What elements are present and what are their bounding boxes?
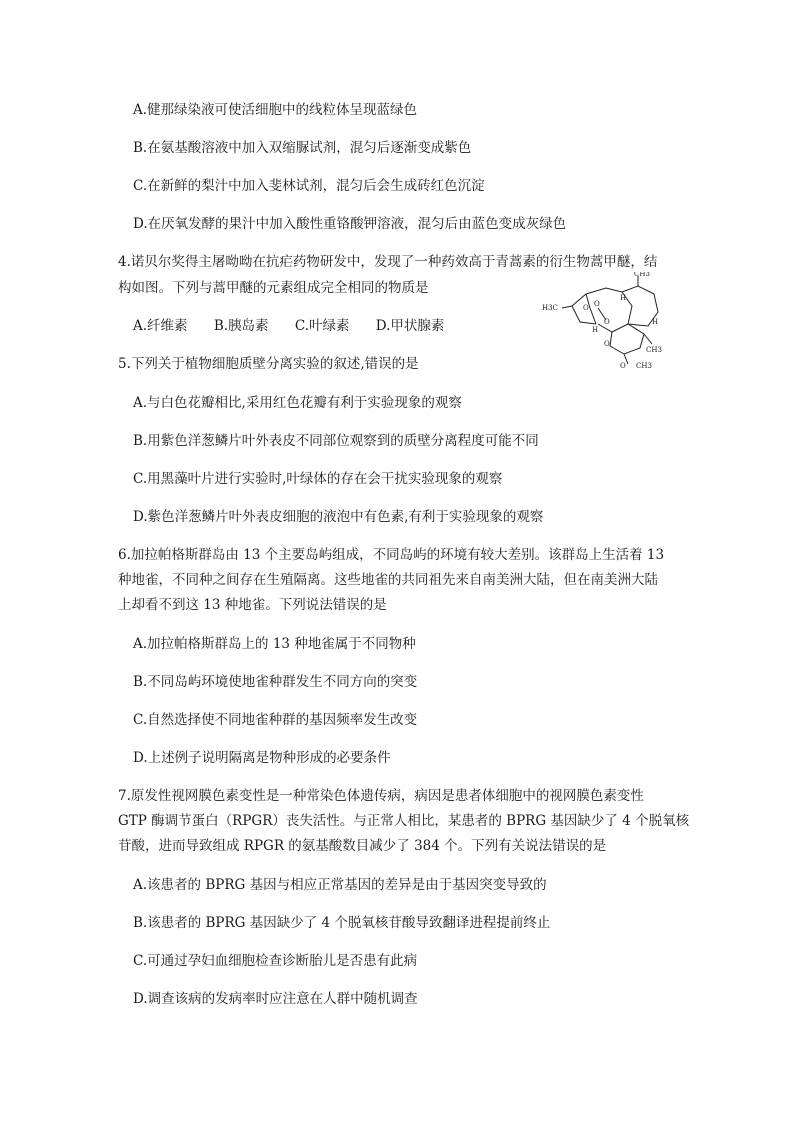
q7-stem-line2: GTP 酶调节蛋白（RPGR）丧失活性。与正常人相比，某患者的 BPRG 基因缺少了 4 个脱氧核 xyxy=(118,813,690,829)
q5-option-c: C.用黑藻叶片进行实验时,叶绿体的存在会干扰实验现象的观察 xyxy=(133,471,503,487)
label-h-2: H xyxy=(652,318,659,326)
q6-stem-line2: 种地雀，不同种之间存在生殖隔离。这些地雀的共同祖先来自南美洲大陆，但在南美洲大陆 xyxy=(118,572,658,588)
q4-stem-line1: 4.诺贝尔奖得主屠呦呦在抗疟药物研发中，发现了一种药效高于青蒿素的衍生物蒿甲醚，结 xyxy=(118,254,658,270)
label-o-3: O xyxy=(604,318,610,326)
q7-stem-line1: 7.原发性视网膜色素变性是一种常染色体遗传病，病因是患者体细胞中的视网膜色素变性 xyxy=(118,788,644,804)
q5-option-d: D.紫色洋葱鳞片叶外表皮细胞的液泡中有色素,有利于实验现象的观察 xyxy=(133,509,544,525)
q4-options xyxy=(133,317,466,335)
q5-option-a: A.与白色花瓣相比,采用红色花瓣有利于实验现象的观察 xyxy=(133,395,462,411)
artemether-structure-diagram xyxy=(540,272,680,372)
label-o-5: O xyxy=(620,362,626,370)
molecule-bonds xyxy=(562,276,658,364)
label-ch3-bottom: CH3 xyxy=(636,362,652,370)
q7-option-c: C.可通过孕妇血细胞检查诊断胎儿是否患有此病 xyxy=(133,953,418,969)
q4-stem-line2: 构如图。下列与蒿甲醚的元素组成完全相同的物质是 xyxy=(118,280,429,296)
q5-option-b: B.用紫色洋葱鳞片叶外表皮不同部位观察到的质壁分离程度可能不同 xyxy=(133,433,539,449)
q4-option-d: D.甲状腺素 xyxy=(375,318,445,334)
label-h-3: H xyxy=(592,326,599,334)
q6-option-d: D.上述例子说明隔离是物种形成的必要条件 xyxy=(133,750,391,766)
label-h3c: H3C xyxy=(542,304,558,312)
q3-option-d: D.在厌氧发酵的果汁中加入酸性重铬酸钾溶液，混匀后由蓝色变成灰绿色 xyxy=(133,216,567,232)
q3-option-c: C.在新鲜的梨汁中加入斐林试剂，混匀后会生成砖红色沉淀 xyxy=(133,178,485,194)
label-o-4: O xyxy=(604,340,610,348)
q4-option-c: C.叶绿素 xyxy=(294,318,350,334)
label-ch3-top: CH3 xyxy=(634,272,650,278)
q7-option-a: A.该患者的 BPRG 基因与相应正常基因的差异是由于基因突变导致的 xyxy=(133,877,547,893)
q4-option-a: A.纤维素 xyxy=(133,318,188,334)
label-o-2: O xyxy=(594,300,600,308)
q3-option-a: A.健那绿染液可使活细胞中的线粒体呈现蓝绿色 xyxy=(133,102,418,118)
q4-option-b: B.胰岛素 xyxy=(213,318,269,334)
q5-stem: 5.下列关于植物细胞质壁分离实验的叙述,错误的是 xyxy=(118,356,419,372)
q6-stem-line3: 上却看不到这 13 种地雀。下列说法错误的是 xyxy=(118,597,387,613)
q6-option-a: A.加拉帕格斯群岛上的 13 种地雀属于不同物种 xyxy=(133,636,416,652)
label-h-1: H xyxy=(620,294,627,302)
q7-stem-line3: 苷酸，进而导致组成 RPGR 的氨基酸数目减少了 384 个。下列有关说法错误的是 xyxy=(118,838,607,854)
q6-option-b: B.不同岛屿环境使地雀种群发生不同方向的突变 xyxy=(133,674,418,690)
q3-option-b: B.在氨基酸溶液中加入双缩脲试剂，混匀后逐渐变成紫色 xyxy=(133,140,472,156)
q7-option-d: D.调查该病的发病率时应注意在人群中随机调查 xyxy=(133,991,418,1007)
q6-stem-line1: 6.加拉帕格斯群岛由 13 个主要岛屿组成，不同岛屿的环境有较大差别。该群岛上生活着 13 xyxy=(118,547,665,563)
label-o-1: O xyxy=(583,304,589,312)
label-ch3-right: CH3 xyxy=(646,346,662,354)
q6-option-c: C.自然选择使不同地雀种群的基因频率发生改变 xyxy=(133,712,418,728)
q7-option-b: B.该患者的 BPRG 基因缺少了 4 个脱氧核苷酸导致翻译进程提前终止 xyxy=(133,915,551,931)
